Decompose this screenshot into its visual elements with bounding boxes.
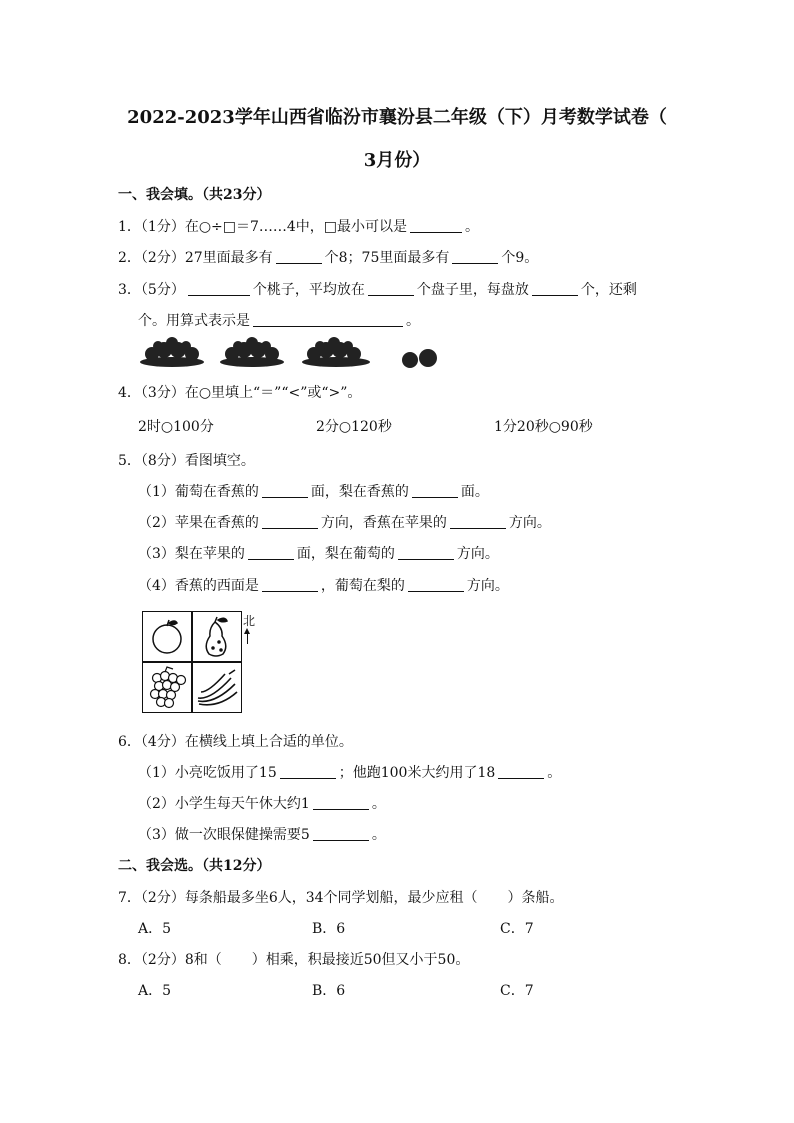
q5-part-2 bbox=[138, 514, 551, 532]
q6-p2-a: （2）小学生每天午休大约1 bbox=[138, 796, 310, 812]
q4-item-2[interactable]: 2分○120秒 bbox=[316, 419, 392, 435]
q4-item-3[interactable]: 1分20秒○90秒 bbox=[494, 419, 593, 435]
q5-p1-c: 面。 bbox=[460, 484, 489, 500]
question-2 bbox=[118, 249, 538, 267]
q3-blank-1[interactable] bbox=[188, 281, 250, 296]
north-arrowhead-icon bbox=[244, 628, 250, 634]
pear-icon bbox=[206, 617, 227, 656]
q5-p4-a: （4）香蕉的西面是 bbox=[138, 578, 259, 594]
q3-text-c: 个盘子里，每盘放 bbox=[416, 282, 529, 298]
q8-stem-end: ）相乘，积最接近50但又小于50。 bbox=[251, 952, 470, 968]
q6-p2-blank[interactable] bbox=[313, 795, 369, 810]
q6-part-2 bbox=[138, 795, 386, 813]
plate-1 bbox=[140, 337, 204, 367]
q6-p1-blank-2[interactable] bbox=[498, 764, 544, 779]
north-label: 北 bbox=[243, 614, 256, 628]
q5-p3-c: 方向。 bbox=[456, 546, 499, 562]
q6-p1-b: ；他跑100米大约用了18 bbox=[338, 765, 496, 781]
q5-p1-blank-1[interactable] bbox=[262, 483, 308, 498]
q5-p2-blank-2[interactable] bbox=[450, 514, 506, 529]
q6-part-3 bbox=[138, 826, 386, 844]
q7-option-a[interactable]: A．5 bbox=[138, 921, 172, 937]
paper-title-line2: 3月份） bbox=[363, 150, 431, 171]
q2-blank-1[interactable] bbox=[276, 249, 322, 264]
q5-p4-b: ，葡萄在梨的 bbox=[320, 578, 405, 594]
q5-p2-b: 方向，香蕉在苹果的 bbox=[320, 515, 447, 531]
q6-p1-a: （1）小亮吃饭用了15 bbox=[138, 765, 277, 781]
q5-part-4 bbox=[138, 577, 509, 595]
q8-option-c[interactable]: C．7 bbox=[500, 983, 534, 999]
q5-part-3 bbox=[138, 545, 499, 563]
question-1 bbox=[118, 218, 479, 236]
q7-stem: 7．（2分）每条船最多坐6人，34个同学划船，最少应租（ bbox=[118, 890, 478, 906]
fruit-grid-figure bbox=[142, 611, 242, 713]
q5-p3-blank-1[interactable] bbox=[248, 545, 294, 560]
plate-3 bbox=[302, 337, 370, 367]
q5-part-1 bbox=[138, 483, 489, 501]
q8-stem: 8．（2分）8和（ bbox=[118, 952, 222, 968]
q4-item-1[interactable]: 2时○100分 bbox=[138, 419, 214, 435]
leftover-peaches bbox=[402, 349, 437, 368]
q3-blank-4[interactable] bbox=[253, 312, 403, 327]
q1-text: 1．（1分）在○÷□＝7……4中，□最小可以是 bbox=[118, 219, 408, 235]
bananas-icon bbox=[198, 670, 237, 705]
q6-part-1 bbox=[138, 764, 561, 782]
peach-plates-figure bbox=[138, 334, 454, 372]
q3-text-a: 3．（5分） bbox=[118, 282, 185, 298]
q8-option-a[interactable]: A．5 bbox=[138, 983, 172, 999]
q6-p3-a: （3）做一次眼保健操需要5 bbox=[138, 827, 310, 843]
q5-p3-a: （3）梨在苹果的 bbox=[138, 546, 245, 562]
q5-p4-blank-1[interactable] bbox=[262, 577, 318, 592]
q8-option-b[interactable]: B．6 bbox=[312, 983, 346, 999]
plate-2 bbox=[220, 337, 284, 367]
q5-p2-a: （2）苹果在香蕉的 bbox=[138, 515, 259, 531]
q3-blank-3[interactable] bbox=[532, 281, 578, 296]
question-4: 4．（3分）在○里填上“＝”“<”或“>”。 bbox=[118, 385, 362, 401]
question-3 bbox=[118, 281, 637, 299]
q5-p1-a: （1）葡萄在香蕉的 bbox=[138, 484, 259, 500]
q5-p4-c: 方向。 bbox=[466, 578, 509, 594]
apple-icon bbox=[153, 620, 181, 653]
q1-text-end: 。 bbox=[465, 219, 480, 235]
grapes-icon bbox=[151, 667, 186, 708]
question-5: 5．（8分）看图填空。 bbox=[118, 453, 255, 469]
question-8 bbox=[118, 951, 469, 969]
q5-p3-blank-2[interactable] bbox=[398, 545, 454, 560]
q5-p1-blank-2[interactable] bbox=[412, 483, 458, 498]
q5-p4-blank-2[interactable] bbox=[408, 577, 464, 592]
q3-text-f: 。 bbox=[406, 313, 420, 329]
q2-text-c: 个9。 bbox=[501, 250, 539, 266]
q5-p1-b: 面，梨在香蕉的 bbox=[310, 484, 409, 500]
q2-text-a: 2．（2分）27里面最多有 bbox=[118, 250, 273, 266]
q7-option-b[interactable]: B．6 bbox=[312, 921, 346, 937]
q6-p1-blank-1[interactable] bbox=[280, 764, 336, 779]
q5-p2-c: 方向。 bbox=[508, 515, 551, 531]
q7-option-c[interactable]: C．7 bbox=[500, 921, 534, 937]
section-heading-fill: 一、我会填。（共23分） bbox=[118, 187, 271, 203]
q3-text-b: 个桃子，平均放在 bbox=[252, 282, 365, 298]
section-heading-choose: 二、我会选。（共12分） bbox=[118, 858, 271, 874]
q6-p3-b: 。 bbox=[371, 827, 386, 843]
q5-p2-blank-1[interactable] bbox=[262, 514, 318, 529]
question-6: 6．（4分）在横线上填上合适的单位。 bbox=[118, 734, 353, 750]
question-3-cont bbox=[138, 312, 420, 330]
paper-title-line1: 2022-2023学年山西省临汾市襄汾县二年级（下）月考数学试卷（ bbox=[127, 107, 667, 128]
q5-p3-b: 面，梨在葡萄的 bbox=[296, 546, 395, 562]
q7-stem-end: ）条船。 bbox=[507, 890, 564, 906]
q6-p3-blank[interactable] bbox=[313, 826, 369, 841]
q6-p2-b: 。 bbox=[371, 796, 386, 812]
q3-blank-2[interactable] bbox=[368, 281, 414, 296]
q6-p1-c: 。 bbox=[547, 765, 562, 781]
q3-text-e: 个。用算式表示是 bbox=[138, 313, 250, 329]
q2-blank-2[interactable] bbox=[452, 249, 498, 264]
q1-answer-blank[interactable] bbox=[410, 218, 462, 233]
question-7 bbox=[118, 889, 564, 907]
q3-text-d: 个，还剩 bbox=[580, 282, 637, 298]
q2-text-b: 个8；75里面最多有 bbox=[324, 250, 450, 266]
